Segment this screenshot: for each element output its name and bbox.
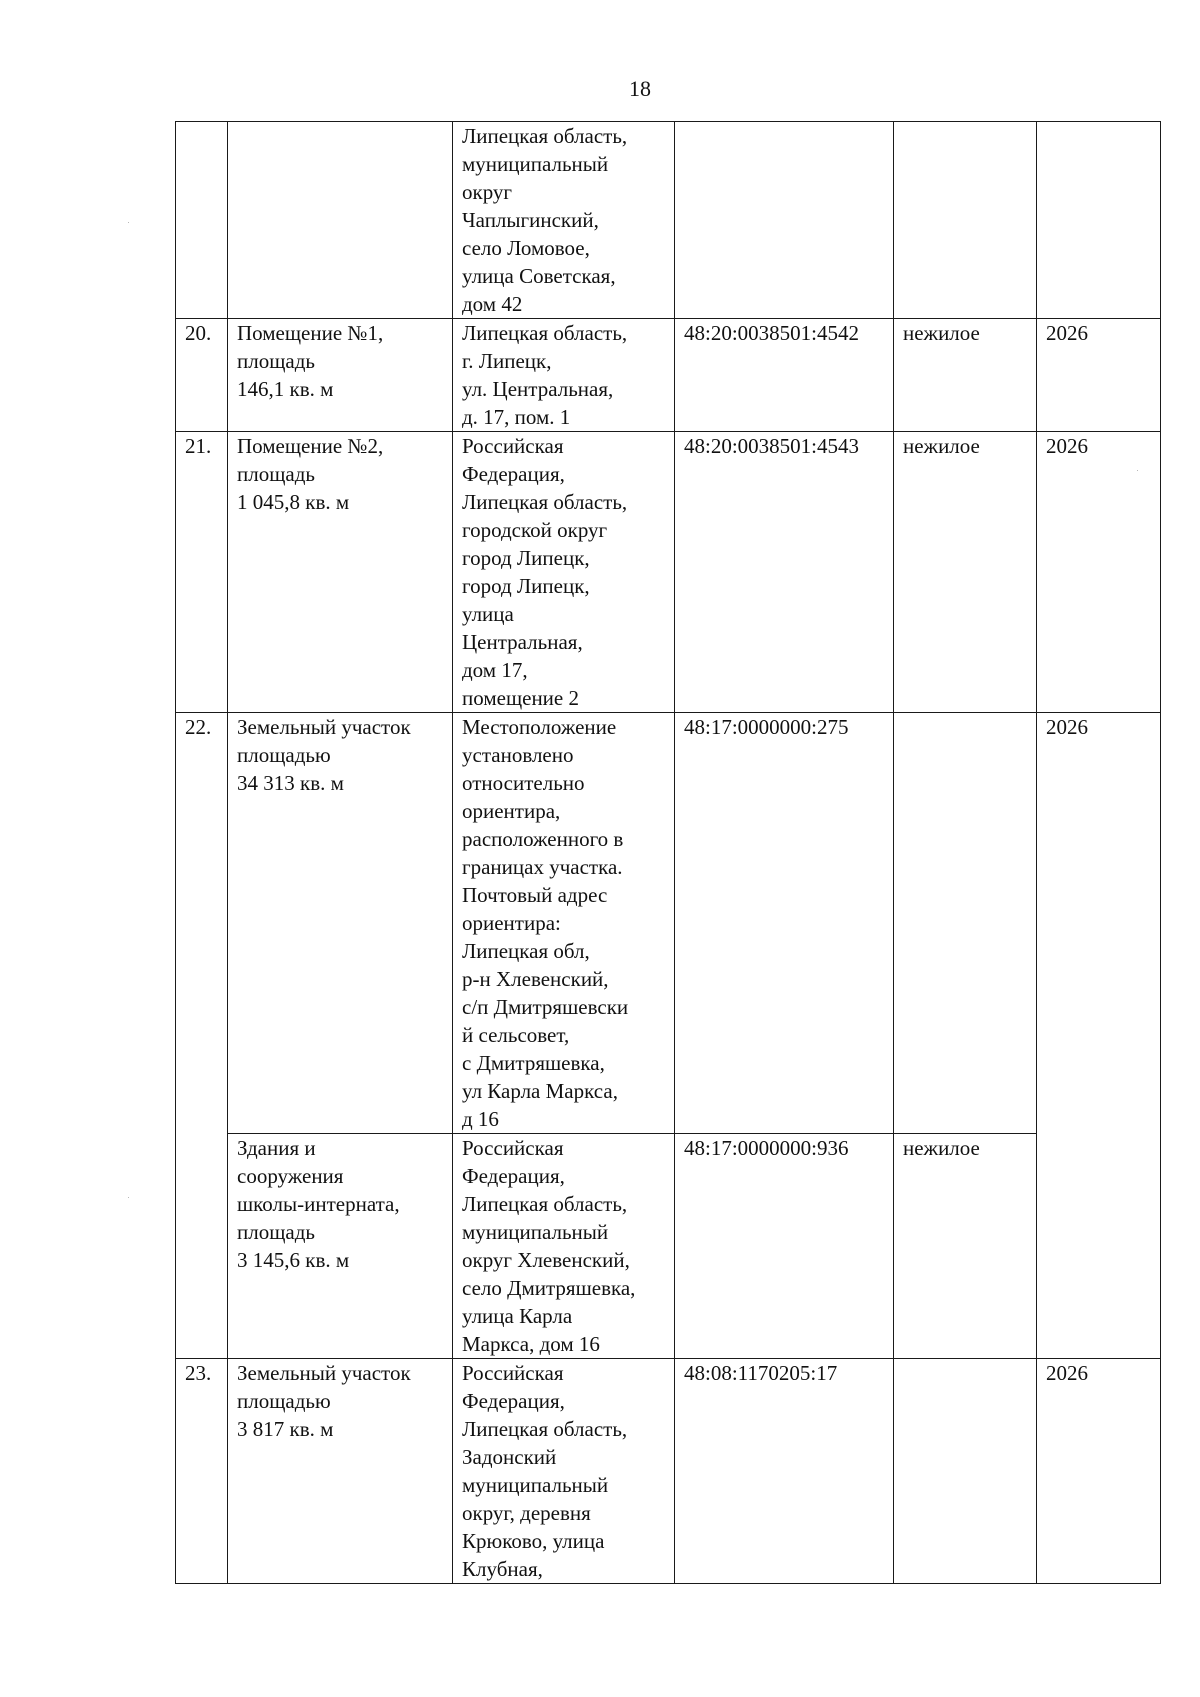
scan-speck bbox=[1137, 470, 1138, 471]
purpose-cell bbox=[894, 122, 1037, 319]
object-cell: Здания и сооружения школы-интерната, площадь 3 145,6 кв. м bbox=[228, 1134, 453, 1359]
cadastral-number-cell: 48:20:0038501:4543 bbox=[675, 432, 894, 713]
table-row bbox=[176, 1134, 1161, 1359]
scan-speck bbox=[128, 222, 129, 223]
purpose-cell bbox=[894, 1359, 1037, 1584]
purpose-cell: нежилое bbox=[894, 1134, 1037, 1359]
property-table bbox=[175, 121, 1161, 1584]
address-cell: Российская Федерация, Липецкая область, Задонский муниципальный округ, деревня Крюково, улица Клубная, bbox=[453, 1359, 675, 1584]
table-row bbox=[176, 432, 1161, 713]
address-cell: Липецкая область, г. Липецк, ул. Центральная, д. 17, пом. 1 bbox=[453, 319, 675, 432]
cadastral-number-cell: 48:17:0000000:275 bbox=[675, 713, 894, 1134]
row-number-cell: 22. bbox=[176, 713, 228, 1359]
object-cell bbox=[228, 122, 453, 319]
year-cell: 2026 bbox=[1037, 713, 1161, 1359]
address-cell: Липецкая область, муниципальный округ Чаплыгинский, село Ломовое, улица Советская, дом 42 bbox=[453, 122, 675, 319]
row-number-cell: 21. bbox=[176, 432, 228, 713]
row-number-cell bbox=[176, 122, 228, 319]
table-row bbox=[176, 319, 1161, 432]
year-cell: 2026 bbox=[1037, 1359, 1161, 1584]
row-number-cell: 23. bbox=[176, 1359, 228, 1584]
cadastral-number-cell bbox=[675, 122, 894, 319]
address-cell: Местоположение установлено относительно ориентира, расположенного в границах участка. Почтовый адрес ориентира: Липецкая обл, р-н Хлевенский, с/п Дмитряшевски й сельсовет, с Дмитряшевка, ул Карла Маркса, д 16 bbox=[453, 713, 675, 1134]
object-cell: Земельный участок площадью 3 817 кв. м bbox=[228, 1359, 453, 1584]
object-cell: Помещение №1, площадь 146,1 кв. м bbox=[228, 319, 453, 432]
cadastral-number-cell: 48:20:0038501:4542 bbox=[675, 319, 894, 432]
object-cell: Помещение №2, площадь 1 045,8 кв. м bbox=[228, 432, 453, 713]
year-cell: 2026 bbox=[1037, 432, 1161, 713]
purpose-cell: нежилое bbox=[894, 319, 1037, 432]
year-cell: 2026 bbox=[1037, 319, 1161, 432]
table-row bbox=[176, 1359, 1161, 1584]
purpose-cell bbox=[894, 713, 1037, 1134]
page-number: 18 bbox=[629, 76, 651, 101]
purpose-cell: нежилое bbox=[894, 432, 1037, 713]
row-number-cell: 20. bbox=[176, 319, 228, 432]
year-cell bbox=[1037, 122, 1161, 319]
cadastral-number-cell: 48:17:0000000:936 bbox=[675, 1134, 894, 1359]
scan-speck bbox=[128, 1197, 129, 1198]
address-cell: Российская Федерация, Липецкая область, городской округ город Липецк, город Липецк, улица Центральная, дом 17, помещение 2 bbox=[453, 432, 675, 713]
cadastral-number-cell: 48:08:1170205:17 bbox=[675, 1359, 894, 1584]
table-row bbox=[176, 713, 1161, 1134]
object-cell: Земельный участок площадью 34 313 кв. м bbox=[228, 713, 453, 1134]
table-row bbox=[176, 122, 1161, 319]
address-cell: Российская Федерация, Липецкая область, муниципальный округ Хлевенский, село Дмитряшевка, улица Карла Маркса, дом 16 bbox=[453, 1134, 675, 1359]
